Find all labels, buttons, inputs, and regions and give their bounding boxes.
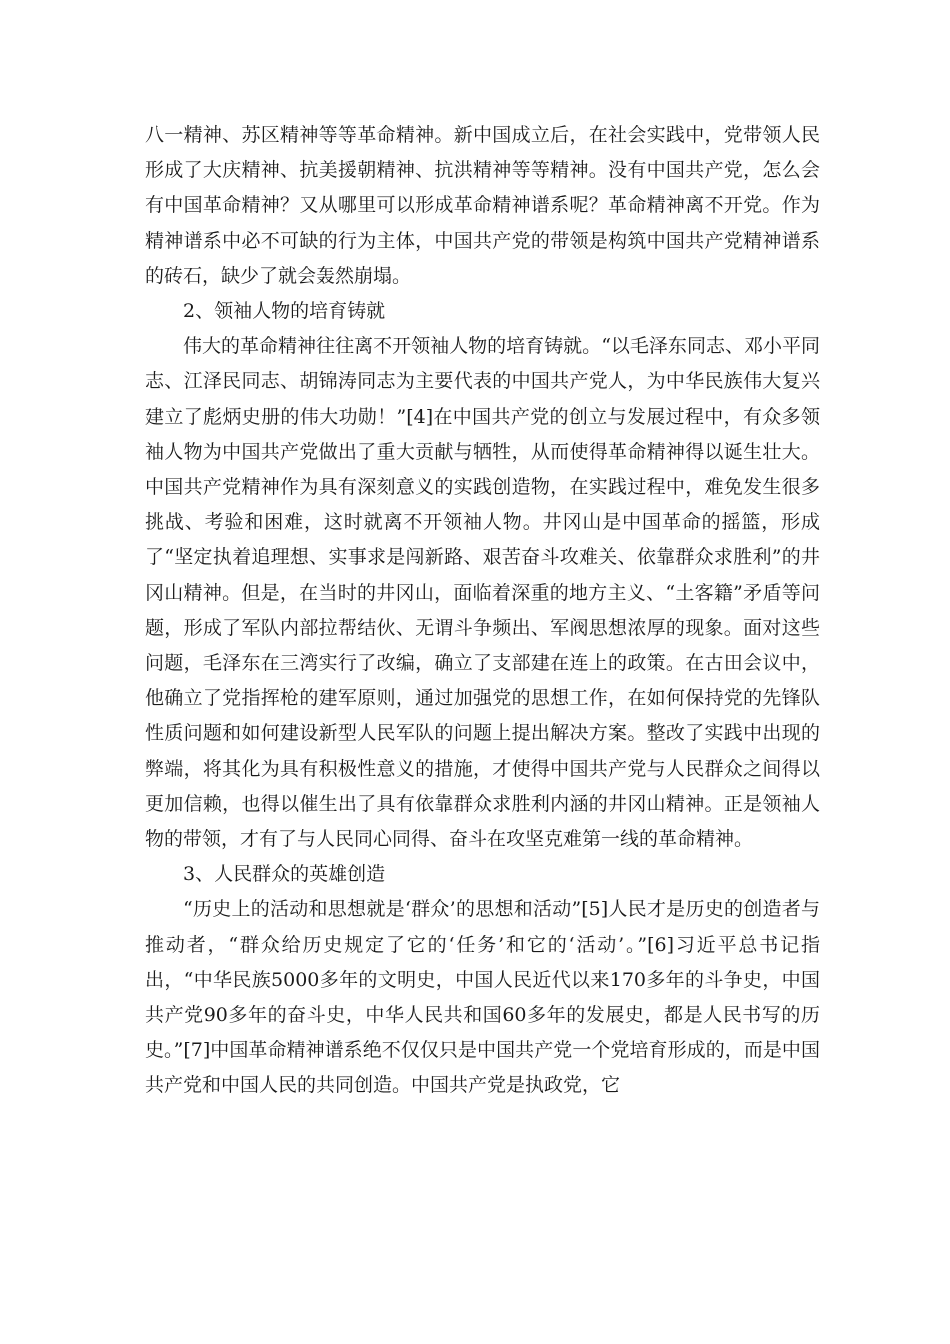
paragraph-body: 伟大的革命精神往往离不开领袖人物的培育铸就。“以毛泽东同志、邓小平同志、江泽民同志、胡锦涛同志为主要代表的中国共产党人，为中华民族伟大复兴建立了彪炳史册的伟大功勋！”[4]在中国共产党的创立与发展过程中，有众多领袖人物为中国共产党做出了重大贡献与牺牲，从而使得革命精神得以诞生壮大。中国共产党精神作为具有深刻意义的实践创造物，在实践过程中，难免发生很多挑战、考验和困难，这时就离不开领袖人物。井冈山是中国革命的摇篮，形成了“坚定执着追理想、实事求是闯新路、艰苦奋斗攻难关、依靠群众求胜利”的井冈山精神。但是，在当时的井冈山，面临着深重的地方主义、“土客籍”矛盾等问题，形成了军队内部拉帮结伙、无谓斗争频出、军阀思想浓厚的现象。面对这些问题，毛泽东在三湾实行了改编，确立了支部建在连上的政策。在古田会议中，他确立了党指挥枪的建军原则，通过加强党的思想工作，在如何保持党的先锋队性质问题和如何建设新型人民军队的问题上提出解决方案。整改了实践中出现的弊端，将其化为具有积极性意义的措施，才使得中国共产党与人民群众之间得以更加信赖，也得以催生出了具有依靠群众求胜利内涵的井冈山精神。正是领袖人物的带领，才有了与人民同心同得、奋斗在攻坚克难第一线的革命精神。: [145, 335, 820, 851]
document-body: [145, 118, 820, 1104]
paragraph-body: 八一精神、苏区精神等等革命精神。新中国成立后，在社会实践中，党带领人民形成了大庆精神、抗美援朝精神、抗洪精神等等精神。没有中国共产党，怎么会有中国革命精神？又从哪里可以形成革命精神谱系呢？革命精神离不开党。作为精神谱系中必不可缺的行为主体，中国共产党的带领是构筑中国共产党精神谱系的砖石，缺少了就会轰然崩塌。: [145, 124, 820, 287]
paragraph-body: “历史上的活动和思想就是‘群众’的思想和活动”[5]人民才是历史的创造者与推动者，“群众给历史规定了它的‘任务’和它的‘活动’。”[6]习近平总书记指出，“中华民族5000多年的文明史，中国人民近代以来170多年的斗争史，中国共产党90多年的奋斗史，中华人民共和国60多年的发展史，都是人民书写的历史。”[7]中国革命精神谱系绝不仅仅只是中国共产党一个党培育形成的，而是中国共产党和中国人民的共同创造。中国共产党是执政党，它: [145, 898, 820, 1097]
section-heading: 2、领袖人物的培育铸就: [183, 300, 386, 323]
section-heading: 3、人民群众的英雄创造: [183, 863, 386, 886]
